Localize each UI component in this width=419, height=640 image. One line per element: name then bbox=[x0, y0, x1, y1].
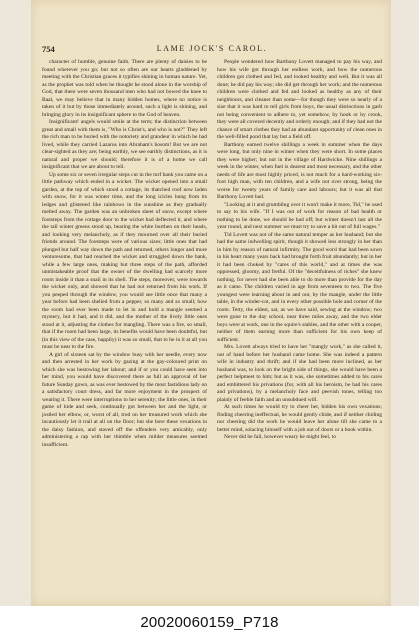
paragraph: At such times he would try to cheer her, bidden his own vexations; finding cheering ineffectual, he would gently chide, and if neither chiding nor cheering did the work he would leave her alone till she came to a better mind, solacing himself with a job out of doors or a book within. bbox=[217, 404, 382, 433]
paragraph: Barthony earned twelve shillings a week in summer when the days were long, but only nine in winter when they were short. In some places they were higher; but not in the village of Hardwicke. Nine shillings a week in the winter, when fuel is dearest and most necessary, and the other needs of life are most highly priced, is not much for a hard-working six-foot high man, with ten children, and a wife not over strong, being the worse for twenty years of family care and labours; but it was all that Barthony Lovett had. bbox=[217, 141, 382, 200]
paragraph: A girl of sixteen sat by the window busy with her needle, every now and then arrested in her work by gazing at the gay-coloured print on which she was bestowing her labour; and if or you could have seen into her mind, you would have discovered there as full an approval of her future Sunday gown, as was ever bestowed by the most fastidious lady on a satisfactory court dress, and far more enjoyment in the prospect of wearing it. There were interruptions to her serenity; the little ones, in their game of hide and seek, continually got between her and the light, or jostled her elbow, or, worst of all, trod on her treasured work which she incautiously let it trail at all on the floor; but she bore these vexations in the daisy fashion, and staved off the offenders very amicably, only administering a rap with her thimble when milder measures seemed insufficient. bbox=[42, 351, 207, 448]
book-page bbox=[31, 0, 391, 606]
running-title: LAME JOCK'S CAROL. bbox=[156, 44, 268, 53]
page-header bbox=[42, 44, 382, 56]
paragraph: character of humble, genuine faith. There are plenty of daisies to be found wherever you go; but not so often are our hearts gladdened by meeting with the Christian graces it typifies shining in human nature. Yet, as the prophet was told when he thought he stood alone in the worship of God, that there were seven thousand men who had not bowed the knee to Baal, we may believe that in many hidden homes, where no notice is taken of it but by those immediately around, such a light is shining, and bringing glory in its insignificant sphere to the God of heaven. bbox=[42, 59, 207, 118]
scan-item-label: 20020060159_P718 bbox=[140, 614, 279, 631]
paragraph: Tid Lovett was not of the same natural temper as her husband; but she had the same indwelling spirit, though it showed less strongly in her than in him by reason of natural infirmity. The good word that had been sown in his heart many years back had brought forth fruit abundantly; but in her it had been choked by "cares of this world," and at times she was oppressed, gloomy, and fretful. Of the "deceitfulness of riches" she knew nothing, for never had she been able to do more than provide for the day as it came. The children varied in age from seventeen to two. The five youngest were learning about in and out, by the mangle, under the little table, in the winder-cot, and in every other possible hole and corner of the room. Tetty, the eldest, sat, as we have said, sewing at the window; two were gone to the day school, near three miles away, and the two elder boys were at work, one in the squire's stables, and the other with a cooper, neither of them earning more than sufficient for his own keep of sufficient. bbox=[217, 231, 382, 343]
paragraph: Mrs. Lovett always tried to have her "mangly work," as she called it, out of hand before her husband came home. She was indeed a pattern wife in industry and thrift; and if she had been more inclined, as her husband was, to look on the bright side of things, she would have been a perfect helpmeet to him; but as it was, she sometimes added to his cares and embittered his privations (for, with all his heroism, he had his cares and privations), by a melancholy face and peevish tones, telling too plainly of feeble faith and an unsubdued will. bbox=[217, 344, 382, 403]
left-column bbox=[42, 59, 207, 584]
scan-label-strip bbox=[0, 606, 419, 640]
paragraph: People wondered how Barthony Lovett managed to pay his way, and how his wife got through her endless work, and how the numerous children got clothed and fed, and looked healthy and well. But it was all done; he did pay his way; she did get through her work; and the numerous children were clothed and fed and looked as healthy as any of their neighbours, and cleaner than some—for though they were so nearly of a size that it was hard to tell girls from boys, the usual distinctions in garb not being convenient to adhere to, yet somehow, by hook or by crook, they were all covered decently and orderly enough; and if they had not the chance of smart clothes they had an abundant opportunity of clean ones in the well-filled pond that lay but a field off. bbox=[217, 59, 382, 140]
page-number: 754 bbox=[42, 44, 55, 54]
text-columns bbox=[42, 59, 382, 584]
right-column bbox=[217, 59, 382, 584]
paragraph: "Looking at it and grumbling over it won't make it more, Tid," he used to say to his wife. "If I was out of work for reason of bad health or nothing to be done, we should be bad off; but winter doesn't last all the year round, and next summer we must try to save a bit out of full wages." bbox=[217, 201, 382, 230]
paragraph: Insignificant! angels would smile at the term; the distinction between great and small with them is, "Who is Christ's, and who is not?" They left the rich man to be buried with the notoriety and grandeur in which he had lived, while they carried Lazarus into Abraham's bosom! But we are not clear-sighted as they are; being earthly, we see earthly distinctions, as it is natural and proper we should; therefore it is of a home we call insignificant that we are about to tell. bbox=[42, 119, 207, 170]
paragraph: Never did he fail, however weary he might feel, to bbox=[224, 434, 336, 440]
paragraph: Up some six or seven irregular steps cut in the turf bank you came on a little pathway which ended in a wicket. The wicket opened into a small garden, at the top of which stood a cottage, its thatched roof now laden with snow, for it was winter time, and the long icicles hung from its ledges and glistened like rainbows in the sunshine as they gradually melted away. The garden was an unbroken sheet of snow, except where footsteps from the cottage door to the wicket had deflected it, and where the tall winter greens stood up, bearing the white burthen on their heads, and looking very melancholy, as if they mourned over all their buried friends around. The footsteps were of various sizes; little ones that had plunged but half way down the path and returned, others longer and more venturesome, that had reached the wicket and struggled down the bank, while a few large ones, making but three steps of the path, afforded unmistakeable proof that the owner of the dwelling had scarcely more room inside it than a snail in its shell. The steps, moreover, were towards the wicket only, and showed that he had not returned from his work. If you peeped through the window, you would see little once that many a year before had been shelled from a pepper, so many and so small; how the room had ever been made to let in and hold a mangle seemed a mystery, but it had, and it did, and the mother of the lively little ones stood at it, adjusting the clothes for mangling. There was a fire, so small, that if the room had been large, its benefits would have been doubtful, but (in this view of the case, happily) it was so small, that to be in it at all you must be near to the fire. bbox=[42, 171, 207, 350]
